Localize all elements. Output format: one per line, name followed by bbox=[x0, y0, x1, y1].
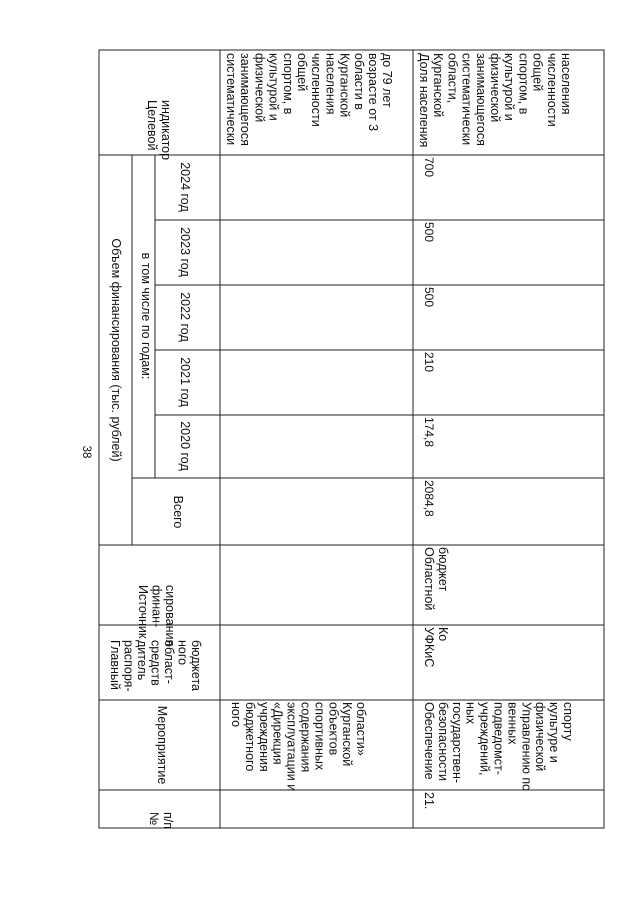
row-target-indicator: Курганской bbox=[337, 53, 352, 118]
row-target-indicator: спортом, в bbox=[516, 53, 531, 115]
header-funding-source: финан- bbox=[149, 585, 164, 628]
row-target-indicator: численности bbox=[544, 53, 559, 127]
row-target-indicator: области в bbox=[351, 53, 366, 110]
row-target-indicator: занимающегося bbox=[473, 53, 488, 146]
row-event-text: венных bbox=[505, 702, 520, 745]
header-funding-source: Источник bbox=[136, 585, 150, 639]
row-target-indicator: культурой и bbox=[502, 53, 517, 121]
row-funding-source: бюджет bbox=[436, 547, 450, 592]
header-funding-volume: Объем финансирования (тыс. рублей) bbox=[109, 238, 123, 462]
row-funding-source: Областной bbox=[422, 547, 436, 611]
row-target-indicator: систематически bbox=[224, 53, 238, 146]
row-target-indicator: общей bbox=[295, 53, 309, 92]
row-event-text: Обеспечение bbox=[422, 702, 436, 780]
row-target-indicator: занимающегося bbox=[238, 53, 253, 146]
row-total-value: 2084,8 bbox=[422, 480, 436, 517]
row-target-indicator: населения bbox=[559, 53, 573, 115]
row-event-text: культуре и bbox=[547, 702, 562, 763]
header-main-distributor: дитель bbox=[135, 640, 149, 681]
header-main-distributor: средств bbox=[148, 640, 163, 686]
row-event-text: содержания bbox=[298, 702, 313, 773]
row-event-text: объектов bbox=[326, 702, 341, 756]
page-number: 38 bbox=[80, 445, 92, 459]
header-event: Мероприятие bbox=[155, 705, 169, 785]
row-event-text: учреждений, bbox=[477, 702, 492, 776]
header-funding-source: сирования bbox=[163, 585, 177, 647]
row-target-indicator: физической bbox=[252, 53, 267, 123]
row-target-indicator: численности bbox=[309, 53, 324, 127]
row-year-value: 500 bbox=[422, 287, 436, 308]
header-target-indicator: Целевой bbox=[145, 100, 159, 151]
row-event-text: области» bbox=[354, 702, 369, 756]
header-year-2020: 2020 год bbox=[178, 421, 192, 471]
row-event-text: учреждения bbox=[256, 702, 271, 772]
row-main-distributor: Ко bbox=[436, 627, 450, 642]
header-total: Всего bbox=[171, 495, 185, 529]
header-main-distributor: Главный bbox=[108, 640, 122, 690]
row-event-text: эксплуатации и bbox=[284, 702, 299, 792]
row-event-text: ных bbox=[463, 702, 478, 725]
header-row-number: п/п bbox=[161, 812, 175, 830]
header-year-2022: 2022 год bbox=[178, 292, 192, 342]
row-target-indicator: населения bbox=[323, 53, 338, 115]
row-event-text: Курганской bbox=[340, 702, 355, 767]
row-target-indicator: области, bbox=[445, 53, 460, 104]
row-event-text: подведомст- bbox=[491, 702, 506, 775]
row-event-text: Управлению по bbox=[519, 702, 534, 792]
row-event-text: государствен- bbox=[449, 702, 464, 784]
row-main-distributor: УФКиС bbox=[422, 627, 436, 668]
header-row-number: № bbox=[147, 812, 161, 826]
header-year-2021: 2021 год bbox=[178, 357, 192, 407]
row-target-indicator: физической bbox=[488, 53, 502, 123]
row-number: 21. bbox=[422, 792, 436, 810]
row-target-indicator: Доля населения bbox=[417, 53, 431, 148]
row-event-text: ного bbox=[229, 702, 243, 728]
row-target-indicator: культурой и bbox=[266, 53, 281, 121]
row-event-text: спорту bbox=[561, 702, 575, 741]
table-texts bbox=[108, 53, 575, 829]
row-event-text: бюджетного bbox=[242, 702, 257, 772]
header-year-2024: 2024 год bbox=[178, 162, 192, 212]
row-target-indicator: до 79 лет bbox=[380, 53, 395, 108]
row-event-text: спортивных bbox=[312, 702, 327, 771]
header-main-distributor: распоря- bbox=[121, 640, 136, 692]
header-main-distributor: бюджета bbox=[189, 640, 203, 691]
row-year-value: 700 bbox=[422, 157, 436, 178]
header-target-indicator: индикатор bbox=[159, 100, 173, 161]
row-year-value: 210 bbox=[422, 352, 436, 373]
header-by-years: в том числе по годам: bbox=[139, 252, 153, 380]
row-target-indicator: возрасте от 3 bbox=[366, 53, 380, 132]
header-main-distributor: ного bbox=[175, 640, 190, 666]
row-target-indicator: спортом, в bbox=[280, 53, 295, 115]
row-target-indicator: общей bbox=[530, 53, 545, 92]
row-target-indicator: Курганской bbox=[431, 53, 446, 118]
row-year-value: 174,8 bbox=[422, 417, 436, 448]
row-event-text: безопасности bbox=[435, 702, 450, 782]
row-year-value: 500 bbox=[422, 222, 436, 243]
row-event-text: физической bbox=[533, 702, 548, 772]
row-target-indicator: систематически bbox=[459, 53, 474, 146]
row-event-text: «Дирекция bbox=[270, 702, 285, 765]
header-year-2023: 2023 год bbox=[178, 227, 192, 277]
header-main-distributor: област- bbox=[162, 640, 176, 684]
